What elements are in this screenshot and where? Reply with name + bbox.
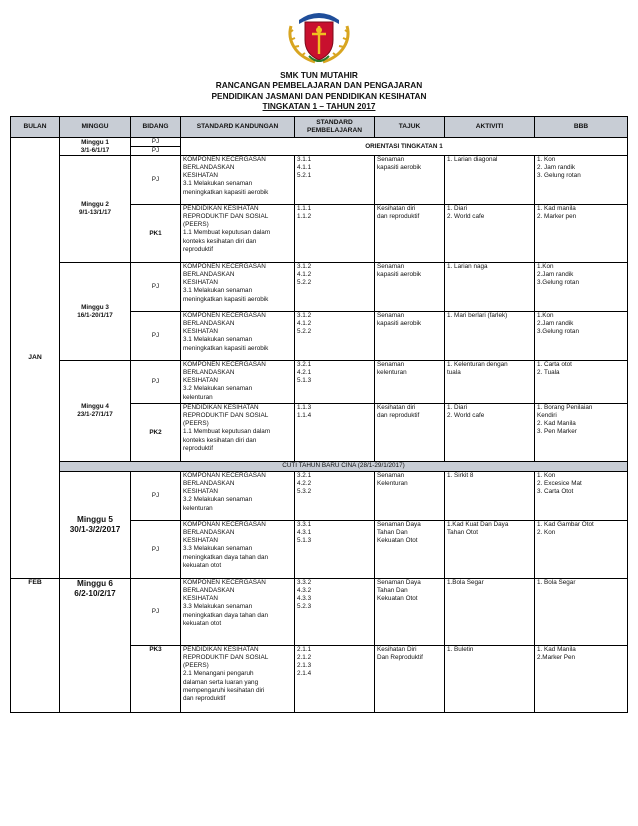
col-aktiviti: AKTIVITI: [445, 117, 535, 138]
table-row: [11, 156, 628, 205]
month-cell-jan: JAN: [11, 138, 60, 579]
tajuk-cell: Senaman kapasiti aerobik: [375, 156, 445, 205]
tajuk-cell: Senaman kapasiti aerobik: [375, 263, 445, 312]
bidang-cell: PJ: [131, 312, 181, 361]
tajuk-cell: Senaman Daya Tahan Dan Kekuatan Otot: [375, 579, 445, 646]
lesson-plan-table: [10, 116, 628, 713]
bidang-cell: PK3: [131, 646, 181, 713]
sp-cell: 3.1.2 4.1.2 5.2.2: [295, 312, 375, 361]
sp-cell: 3.3.2 4.3.2 4.3.3 5.2.3: [295, 579, 375, 646]
month-cell-feb: FEB: [11, 579, 60, 713]
sp-cell: 3.2.1 4.2.2 5.3.2: [295, 472, 375, 521]
bbb-cell: 1.Kon 2.Jam randik 3.Gelung rotan: [535, 263, 628, 312]
bidang-cell: PJ: [131, 472, 181, 521]
sk-cell: KOMPONEN KECERGASAN BERLANDASKAN KESIHATAN 3.1 Melakukan senaman meningkatkan kapasiti aerobik: [181, 312, 295, 361]
aktiviti-cell: 1. Larian naga: [445, 263, 535, 312]
tajuk-cell: Senaman Daya Tahan Dan Kekuatan Otot: [375, 521, 445, 579]
sk-cell: KOMPONAN KECERGASAN BERLANDASKAN KESIHATAN 3.3 Melakukan senaman meningkatkan daya tahan dan kekuatan otot: [181, 521, 295, 579]
table-row: [11, 361, 628, 404]
aktiviti-cell: 1. Mari berlari (farlek): [445, 312, 535, 361]
bidang-cell: PJ: [131, 361, 181, 404]
sp-cell: 2.1.1 2.1.2 2.1.3 2.1.4: [295, 646, 375, 713]
sp-cell: 3.2.1 4.2.1 5.1.3: [295, 361, 375, 404]
sk-cell: PENDIDIKAN KESIHATAN REPRODUKTIF DAN SOSIAL (PEERS) 1.1 Membuat keputusan dalam konteks kesihatan diri dan reproduktif: [181, 205, 295, 263]
plan-title: RANCANGAN PEMBELAJARAN DAN PENGAJARAN: [215, 80, 423, 91]
week-cell: Minggu 5 30/1-3/2/2017: [60, 472, 131, 579]
col-bbb: BBB: [535, 117, 628, 138]
tajuk-cell: Kesihatan diri dan reproduktif: [375, 205, 445, 263]
table-row: [11, 579, 628, 646]
level-year: TINGKATAN 1 – TAHUN 2017: [262, 100, 376, 111]
sk-cell: KOMPONEN KECERGASAN BERLANDASKAN KESIHATAN 3.3 Melakukan senaman meningkatkan daya tahan dan kekuatan otot: [181, 579, 295, 646]
aktiviti-cell: 1. Sirkit 8: [445, 472, 535, 521]
sp-cell: 3.1.1 4.1.1 5.2.1: [295, 156, 375, 205]
tajuk-cell: Senaman kapasiti aerobik: [375, 312, 445, 361]
col-minggu: MINGGU: [60, 117, 131, 138]
col-bidang: BIDANG: [131, 117, 181, 138]
aktiviti-cell: 1. Diari 2. World cafe: [445, 404, 535, 462]
sp-cell: 1.1.3 1.1.4: [295, 404, 375, 462]
bidang-cell: PK1: [131, 205, 181, 263]
aktiviti-cell: 1. Larian diagonal: [445, 156, 535, 205]
bbb-cell: 1. Carta otot 2. Tuala: [535, 361, 628, 404]
sp-cell: 1.1.1 1.1.2: [295, 205, 375, 263]
bidang-cell: PJ: [131, 521, 181, 579]
table-row: [11, 472, 628, 521]
bbb-cell: 1. Kad Gambar Otot 2. Kon: [535, 521, 628, 579]
sk-cell: KOMPONEN KECERGASAN BERLANDASKAN KESIHATAN 3.1 Melakukan senaman meningkatkan kapasiti aerobik: [181, 263, 295, 312]
bidang-cell: PJ: [131, 147, 181, 156]
bbb-cell: 1. Kad manila 2. Marker pen: [535, 205, 628, 263]
tajuk-cell: Senaman Kelenturan: [375, 472, 445, 521]
week-cell: Minggu 1 3/1-6/1/17: [60, 138, 131, 156]
col-standard-pembelajaran: STANDARD PEMBELAJARAN: [295, 117, 375, 138]
table-header-row: [11, 117, 628, 138]
holiday-cell: CUTI TAHUN BARU CINA (28/1-29/1/2017): [60, 462, 628, 472]
holiday-row: [11, 462, 628, 472]
bbb-cell: 1. Kad Manila 2.Marker Pen: [535, 646, 628, 713]
week-cell: Minggu 2 9/1-13/1/17: [60, 156, 131, 263]
sp-cell: 3.3.1 4.3.1 5.1.3: [295, 521, 375, 579]
bidang-cell: PJ: [131, 579, 181, 646]
bbb-cell: 1. Bola Segar: [535, 579, 628, 646]
aktiviti-cell: 1.Bola Segar: [445, 579, 535, 646]
subject-title: PENDIDIKAN JASMANI DAN PENDIDIKAN KESIHATAN: [211, 90, 427, 101]
sk-cell: PENDIDIKAN KESIHATAN REPRODUKTIF DAN SOSIAL (PEERS) 1.1 Membuat keputusan dalam konteks kesihatan diri dan reproduktif: [181, 404, 295, 462]
bbb-cell: 1.Kon 2.Jam randik 3.Gelung rotan: [535, 312, 628, 361]
tajuk-cell: Kesihatan diri dan reproduktif: [375, 404, 445, 462]
sk-cell: KOMPONAN KECERGASAN BERLANDASKAN KESIHATAN 3.2 Melakukan senaman kelenturan: [181, 472, 295, 521]
week-cell: Minggu 4 23/1-27/1/17: [60, 361, 131, 462]
school-crest-logo: [285, 6, 353, 68]
aktiviti-cell: 1. Buletin: [445, 646, 535, 713]
week-cell: Minggu 6 6/2-10/2/17: [60, 579, 131, 713]
table-row: [11, 138, 628, 147]
sk-cell: KOMPONEN KECERGASAN BERLANDASKAN KESIHATAN 3.1 Melakukan senaman meningkatkan kapasiti aerobik: [181, 156, 295, 205]
table-row: [11, 263, 628, 312]
bbb-cell: 1. Borang Penilaian Kendiri 2. Kad Manila 3. Pen Marker: [535, 404, 628, 462]
school-name: SMK TUN MUTAHIR: [280, 70, 358, 80]
sp-cell: 3.1.2 4.1.2 5.2.2: [295, 263, 375, 312]
aktiviti-cell: 1. Diari 2. World cafe: [445, 205, 535, 263]
sk-cell: PENDIDIKAN KESIHATAN REPRODUKTIF DAN SOSIAL (PEERS) 2.1 Menangani pengaruh dalaman serta luaran yang mempengaruhi kesihatan diri dan reproduktif: [181, 646, 295, 713]
tajuk-cell: Senaman kelenturan: [375, 361, 445, 404]
bidang-cell: PJ: [131, 138, 181, 147]
bidang-cell: PJ: [131, 263, 181, 312]
bidang-cell: PJ: [131, 156, 181, 205]
bidang-cell: PK2: [131, 404, 181, 462]
week-cell: Minggu 3 16/1-20/1/17: [60, 263, 131, 361]
col-bulan: BULAN: [11, 117, 60, 138]
col-tajuk: TAJUK: [375, 117, 445, 138]
aktiviti-cell: 1.Kad Kuat Dan Daya Tahan Otot: [445, 521, 535, 579]
document-header: [0, 70, 638, 111]
orientation-cell: ORIENTASI TINGKATAN 1: [181, 138, 628, 156]
aktiviti-cell: 1. Kelenturan dengan tuala: [445, 361, 535, 404]
sk-cell: KOMPONEN KECERGASAN BERLANDASKAN KESIHATAN 3.2 Melakukan senaman kelenturan: [181, 361, 295, 404]
tajuk-cell: Kesihatan Diri Dan Reproduktif: [375, 646, 445, 713]
bbb-cell: 1. Kon 2. Jam randik 3. Gelung rotan: [535, 156, 628, 205]
col-standard-kandungan: STANDARD KANDUNGAN: [181, 117, 295, 138]
bbb-cell: 1. Kon 2. Excesice Mat 3. Carta Otot: [535, 472, 628, 521]
